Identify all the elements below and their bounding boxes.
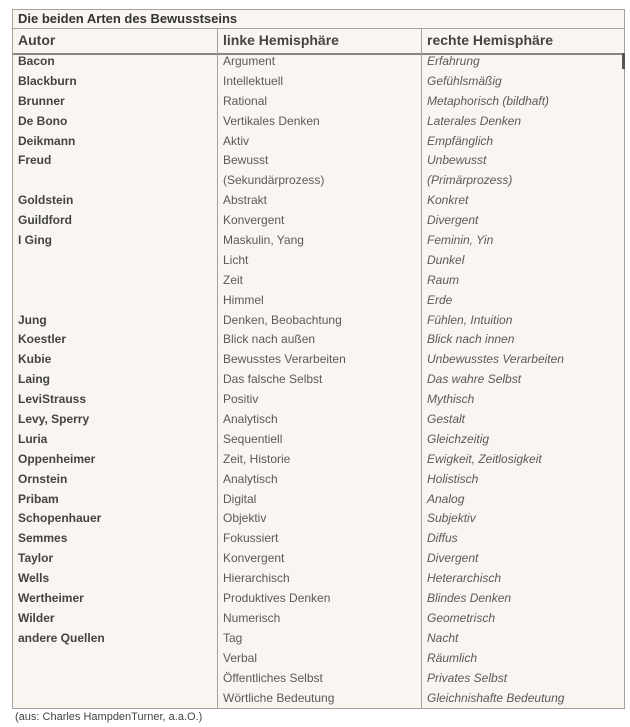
author-cell: Wertheimer	[18, 591, 84, 606]
left-hemisphere-cell: (Sekundärprozess)	[223, 173, 325, 188]
header-linke-hemisphaere: linke Hemisphäre	[223, 32, 339, 48]
left-hemisphere-cell: Argument	[223, 54, 276, 68]
table-row	[13, 211, 624, 231]
author-cell: Goldstein	[18, 193, 74, 208]
author-cell: Wilder	[18, 610, 55, 625]
table-row	[13, 291, 624, 311]
right-hemisphere-cell: Raum	[427, 272, 460, 287]
left-hemisphere-cell: Denken, Beobachtung	[223, 312, 342, 327]
table-row	[13, 231, 624, 251]
right-hemisphere-cell: Subjektiv	[427, 511, 476, 526]
right-hemisphere-cell: Dunkel	[427, 252, 465, 267]
left-hemisphere-cell: Sequentiell	[223, 431, 283, 446]
left-hemisphere-cell: Analytisch	[223, 471, 278, 486]
author-cell: Semmes	[18, 531, 68, 546]
left-hemisphere-cell: Hierarchisch	[223, 571, 290, 586]
author-cell: Luria	[18, 431, 48, 446]
right-hemisphere-cell: Heterarchisch	[427, 571, 502, 586]
table-row	[13, 629, 624, 649]
table-row	[13, 390, 624, 410]
author-cell: Oppenheimer	[18, 451, 96, 466]
header-autor: Autor	[18, 32, 56, 48]
table-row	[13, 529, 624, 549]
left-hemisphere-cell: Rational	[223, 93, 268, 108]
left-hemisphere-cell: Intellektuell	[223, 73, 284, 88]
right-hemisphere-cell: Das wahre Selbst	[427, 372, 522, 387]
left-hemisphere-cell: Bewusstes Verarbeiten	[223, 352, 346, 367]
right-hemisphere-cell: Mythisch	[427, 392, 475, 407]
author-cell: Kubie	[18, 352, 52, 367]
source-note: (aus: Charles HampdenTurner, a.a.O.)	[15, 711, 203, 723]
table-row	[13, 311, 624, 331]
left-hemisphere-cell: Konvergent	[223, 551, 285, 566]
right-hemisphere-cell: Geometrisch	[427, 610, 496, 625]
table-row	[13, 490, 624, 510]
left-hemisphere-cell: Objektiv	[223, 511, 267, 526]
left-hemisphere-cell: Numerisch	[223, 610, 281, 625]
table-row	[13, 410, 624, 430]
table-row	[13, 151, 624, 171]
left-hemisphere-cell: Das falsche Selbst	[223, 372, 323, 387]
left-hemisphere-cell: Zeit	[223, 272, 244, 287]
left-hemisphere-cell: Maskulin, Yang	[223, 233, 304, 248]
author-cell: Deikmann	[18, 133, 76, 148]
table-row	[13, 251, 624, 271]
author-cell: Taylor	[18, 551, 54, 566]
table-row	[13, 470, 624, 490]
left-hemisphere-cell: Aktiv	[223, 133, 250, 148]
left-hemisphere-cell: Positiv	[223, 392, 259, 407]
table-row	[13, 330, 624, 350]
left-hemisphere-cell: Wörtliche Bedeutung	[223, 690, 335, 705]
table-row	[13, 649, 624, 669]
right-hemisphere-cell: Blick nach innen	[427, 332, 515, 347]
table-title: Die beiden Arten des Bewusstseins	[18, 11, 238, 26]
table-row	[13, 171, 624, 191]
left-hemisphere-cell: Tag	[223, 630, 243, 645]
left-hemisphere-cell: Zeit, Historie	[223, 451, 291, 466]
author-cell: Bacon	[18, 54, 55, 68]
author-cell: Guildford	[18, 213, 72, 228]
left-hemisphere-cell: Abstrakt	[223, 193, 268, 208]
right-hemisphere-cell: Erfahrung	[427, 54, 480, 68]
left-hemisphere-cell: Digital	[223, 491, 257, 506]
left-hemisphere-cell: Öffentliches Selbst	[223, 670, 323, 685]
left-hemisphere-cell: Himmel	[223, 292, 264, 307]
header-row	[13, 29, 624, 54]
table-row	[13, 669, 624, 689]
table-row	[13, 191, 624, 211]
table-row	[13, 509, 624, 529]
right-hemisphere-cell: Fühlen, Intuition	[427, 312, 513, 327]
right-hemisphere-cell: Unbewusstes Verarbeiten	[427, 352, 564, 367]
right-hemisphere-cell: Ewigkeit, Zeitlosigkeit	[427, 451, 542, 466]
table-row	[13, 112, 624, 132]
right-hemisphere-cell: Divergent	[427, 551, 479, 566]
table-box	[12, 9, 625, 709]
right-hemisphere-cell: Blindes Denken	[427, 591, 512, 606]
author-cell: I Ging	[18, 233, 52, 248]
table-row	[13, 52, 624, 72]
left-hemisphere-cell: Analytisch	[223, 412, 278, 427]
right-hemisphere-cell: Räumlich	[427, 650, 478, 665]
table-row	[13, 609, 624, 629]
left-hemisphere-cell: Verbal	[223, 650, 258, 665]
table-row	[13, 549, 624, 569]
table-row	[13, 271, 624, 291]
right-hemisphere-cell: Diffus	[427, 531, 458, 546]
right-hemisphere-cell: Gleichnishafte Bedeutung	[427, 690, 565, 705]
right-hemisphere-cell: (Primärprozess)	[427, 173, 513, 188]
author-cell: Blackburn	[18, 73, 77, 88]
author-cell: Pribam	[18, 491, 59, 506]
right-hemisphere-cell: Laterales Denken	[427, 113, 522, 128]
right-hemisphere-cell: Gleichzeitig	[427, 431, 490, 446]
table-row	[13, 589, 624, 609]
table-row	[13, 370, 624, 390]
author-cell: Freud	[18, 153, 52, 168]
left-hemisphere-cell: Bewusst	[223, 153, 269, 168]
table-row	[13, 72, 624, 92]
table-row	[13, 689, 624, 709]
left-hemisphere-cell: Licht	[223, 252, 249, 267]
table-row	[13, 569, 624, 589]
right-hemisphere-cell: Empfänglich	[427, 133, 494, 148]
right-hemisphere-cell: Metaphorisch (bildhaft)	[427, 93, 550, 108]
table-row	[13, 430, 624, 450]
author-cell: Brunner	[18, 93, 65, 108]
left-hemisphere-cell: Blick nach außen	[223, 332, 316, 347]
table-row	[13, 350, 624, 370]
right-hemisphere-cell: Divergent	[427, 213, 479, 228]
right-hemisphere-cell: Privates Selbst	[427, 670, 508, 685]
author-cell: Jung	[18, 312, 47, 327]
table-row	[13, 450, 624, 470]
right-hemisphere-cell: Gestalt	[427, 412, 466, 427]
author-cell: Laing	[18, 372, 50, 387]
table-row	[13, 92, 624, 112]
author-cell: Ornstein	[18, 471, 68, 486]
author-cell: LeviStrauss	[18, 392, 87, 407]
right-hemisphere-cell: Nacht	[427, 630, 459, 645]
table-body	[13, 52, 624, 708]
right-hemisphere-cell: Gefühlsmäßig	[427, 73, 502, 88]
author-cell: Schopenhauer	[18, 511, 102, 526]
left-hemisphere-cell: Vertikales Denken	[223, 113, 320, 128]
right-hemisphere-cell: Holistisch	[427, 471, 479, 486]
author-cell: andere Quellen	[18, 630, 105, 645]
author-cell: Koestler	[18, 332, 67, 347]
right-hemisphere-cell: Konkret	[427, 193, 469, 208]
right-hemisphere-cell: Unbewusst	[427, 153, 487, 168]
author-cell: De Bono	[18, 113, 68, 128]
table-row	[13, 132, 624, 152]
right-hemisphere-cell: Analog	[427, 491, 465, 506]
left-hemisphere-cell: Produktives Denken	[223, 591, 331, 606]
right-hemisphere-cell: Erde	[427, 292, 453, 307]
author-cell: Wells	[18, 571, 50, 586]
right-hemisphere-cell: Feminin, Yin	[427, 233, 494, 248]
author-cell: Levy, Sperry	[18, 412, 90, 427]
header-rechte-hemisphaere: rechte Hemisphäre	[427, 32, 554, 48]
left-hemisphere-cell: Konvergent	[223, 213, 285, 228]
left-hemisphere-cell: Fokussiert	[223, 531, 279, 546]
